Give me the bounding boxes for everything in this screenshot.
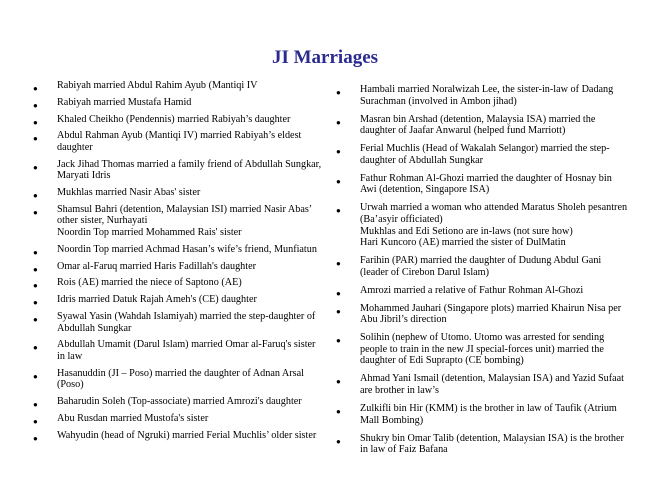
marriage-list-item — [33, 396, 325, 408]
bullet-icon: ● — [33, 298, 38, 308]
marriage-text: Abu Rusdan married Mustofa's sister — [57, 412, 209, 424]
bullet-icon: ● — [33, 314, 38, 324]
marriage-list-item — [33, 204, 325, 239]
bullet-icon: ● — [336, 406, 341, 416]
marriage-text: Omar al-Faruq married Haris Fadillah's daughter — [57, 260, 257, 272]
marriage-list-item — [336, 332, 628, 367]
marriage-text: Masran bin Arshad (detention, Malaysia ISA) married the daughter of Jaafar Anwarul (helped fund Marriott) — [360, 113, 596, 137]
bullet-icon: ● — [336, 288, 341, 298]
marriage-list-item — [336, 114, 628, 137]
marriage-text: Ahmad Yani Ismail (detention, Malaysian ISA) and Yazid Sufaat are brother in law’s — [360, 373, 624, 396]
bullet-icon: ● — [33, 264, 38, 274]
marriage-list-item — [33, 244, 325, 256]
marriage-text: Baharudin Soleh (Top-associate) married Amrozi's daughter — [57, 396, 302, 408]
bullet-icon: ● — [33, 281, 38, 291]
bullet-icon: ● — [33, 162, 38, 172]
bullet-icon: ● — [33, 191, 38, 201]
marriage-text: Noordin Top married Achmad Hasan’s wife’s friend, Munfiatun — [57, 243, 317, 255]
marriage-text: Jack Jihad Thomas married a family friend of Abdullah Sungkar, Maryati Idris — [57, 158, 322, 182]
marriage-text: Ferial Muchlis (Head of Wakalah Selangor) married the step-daughter of Abdullah Sungkar — [360, 143, 610, 166]
marriage-list-item — [336, 143, 628, 166]
bullet-icon: ● — [33, 247, 38, 257]
marriage-list-item — [33, 294, 325, 306]
marriage-list-item — [33, 187, 325, 199]
marriage-text: Wahyudin (head of Ngruki) married Ferial Muchlis’ older sister — [57, 429, 317, 441]
marriage-text: Noordin Top married Mohammed Rais' sister — [57, 227, 242, 239]
marriage-text: Fathur Rohman Al-Ghozi married the daughter of Hosnay bin Awi (detention, Singapore ISA) — [360, 172, 612, 196]
marriage-text: Syawal Yasin (Wahdah Islamiyah) married the step-daughter of Abdullah Sungkar — [57, 310, 316, 334]
bullet-icon: ● — [33, 343, 38, 353]
marriage-list-item — [33, 413, 325, 425]
bullet-icon: ● — [33, 117, 38, 127]
marriage-list-item — [336, 403, 628, 426]
bullet-icon: ● — [33, 371, 38, 381]
bullet-icon: ● — [33, 134, 38, 144]
marriage-text: Hari Kuncoro (AE) married the sister of DulMatin — [360, 237, 566, 249]
bullet-icon: ● — [336, 259, 341, 269]
marriage-text: Shukry bin Omar Talib (detention, Malaysian ISA) is the brother in law of Faiz Bafana — [360, 432, 624, 456]
bullet-icon: ● — [336, 117, 341, 127]
marriage-text: Farihin (PAR) married the daughter of Dudung Abdul Gani (leader of Cirebon Darul Islam) — [360, 255, 602, 278]
bullet-icon: ● — [33, 400, 38, 410]
marriage-list-item — [33, 80, 325, 92]
marriage-text: Abdullah Umamit (Darul Islam) married Omar al-Faruq's sister in law — [57, 339, 316, 362]
marriage-text: Solihin (nephew of Utomo. Utomo was arrested for sending people to train in the new JI special-forces unit) married the daughter of Edi Suprapto (CE bombing) — [360, 332, 605, 367]
marriage-list-item — [33, 159, 325, 182]
bullet-icon: ● — [336, 436, 341, 446]
marriage-text: Rois (AE) married the niece of Saptono (AE) — [57, 277, 242, 289]
right-column-list — [336, 80, 628, 462]
marriage-list-item — [336, 255, 628, 278]
marriage-list-item — [336, 202, 628, 248]
bullet-icon: ● — [33, 433, 38, 443]
bullet-icon: ● — [33, 100, 38, 110]
marriage-text: Shamsul Bahri (detention, Malaysian ISI) married Nasir Abas’ other sister, Nurhayati — [57, 203, 312, 227]
left-column-list — [33, 80, 325, 446]
bullet-icon: ● — [336, 336, 341, 346]
marriage-text: Rabiyah married Abdul Rahim Ayub (Mantiqi IV — [57, 80, 258, 91]
page-title: JI Marriages — [271, 47, 379, 68]
bullet-icon: ● — [33, 207, 38, 217]
marriage-text: Urwah married a woman who attended Maratus Sholeh pesantren (Ba’asyir officiated) — [360, 202, 628, 225]
marriage-text: Abdul Rahman Ayub (Mantiqi IV) married Rabiyah’s eldest daughter — [57, 130, 302, 153]
bullet-icon: ● — [336, 176, 341, 186]
bullet-icon: ● — [336, 377, 341, 387]
marriage-text: Mukhlas and Edi Setiono are in-laws (not sure how) — [360, 225, 573, 237]
bullet-icon: ● — [336, 147, 341, 157]
bullet-icon: ● — [33, 416, 38, 426]
bullet-icon: ● — [33, 84, 38, 93]
marriage-list-item — [33, 261, 325, 273]
marriage-text: Hasanuddin (JI – Poso) married the daughter of Adnan Arsal (Poso) — [57, 367, 304, 391]
marriage-list-item — [336, 373, 628, 396]
marriage-list-item — [33, 97, 325, 109]
marriage-text: Amrozi married a relative of Fathur Rohman Al-Ghozi — [360, 284, 584, 296]
marriage-list-item — [33, 114, 325, 126]
marriage-list-item — [33, 311, 325, 334]
marriage-list-item — [336, 285, 628, 297]
marriage-list-item — [33, 339, 325, 362]
marriage-list-item — [336, 433, 628, 456]
marriage-text: Zulkifli bin Hir (KMM) is the brother in law of Taufik (Atrium Mall Bombing) — [360, 402, 617, 426]
marriage-text: Khaled Cheikho (Pendennis) married Rabiyah’s daughter — [57, 113, 291, 125]
marriage-list-item — [33, 430, 325, 442]
marriage-text: Mukhlas married Nasir Abas' sister — [57, 187, 201, 199]
marriage-text: Mohammed Jauhari (Singapore plots) married Khairun Nisa per Abu Jibril’s direction — [360, 302, 622, 326]
bullet-icon: ● — [336, 206, 341, 216]
marriage-list-item — [336, 303, 628, 326]
marriage-text: Idris married Datuk Rajah Ameh's (CE) daughter — [57, 294, 257, 306]
marriage-text: Rabiyah married Mustafa Hamid — [57, 96, 192, 108]
marriage-list-item — [33, 130, 325, 153]
marriage-text: Hambali married Noralwizah Lee, the sister-in-law of Dadang Surachman (involved in Ambon jihad) — [360, 84, 614, 107]
bullet-icon: ● — [336, 88, 341, 97]
marriage-list-item — [33, 368, 325, 391]
bullet-icon: ● — [336, 306, 341, 316]
marriage-list-item — [336, 173, 628, 196]
marriage-list-item — [336, 84, 628, 107]
marriage-list-item — [33, 277, 325, 289]
